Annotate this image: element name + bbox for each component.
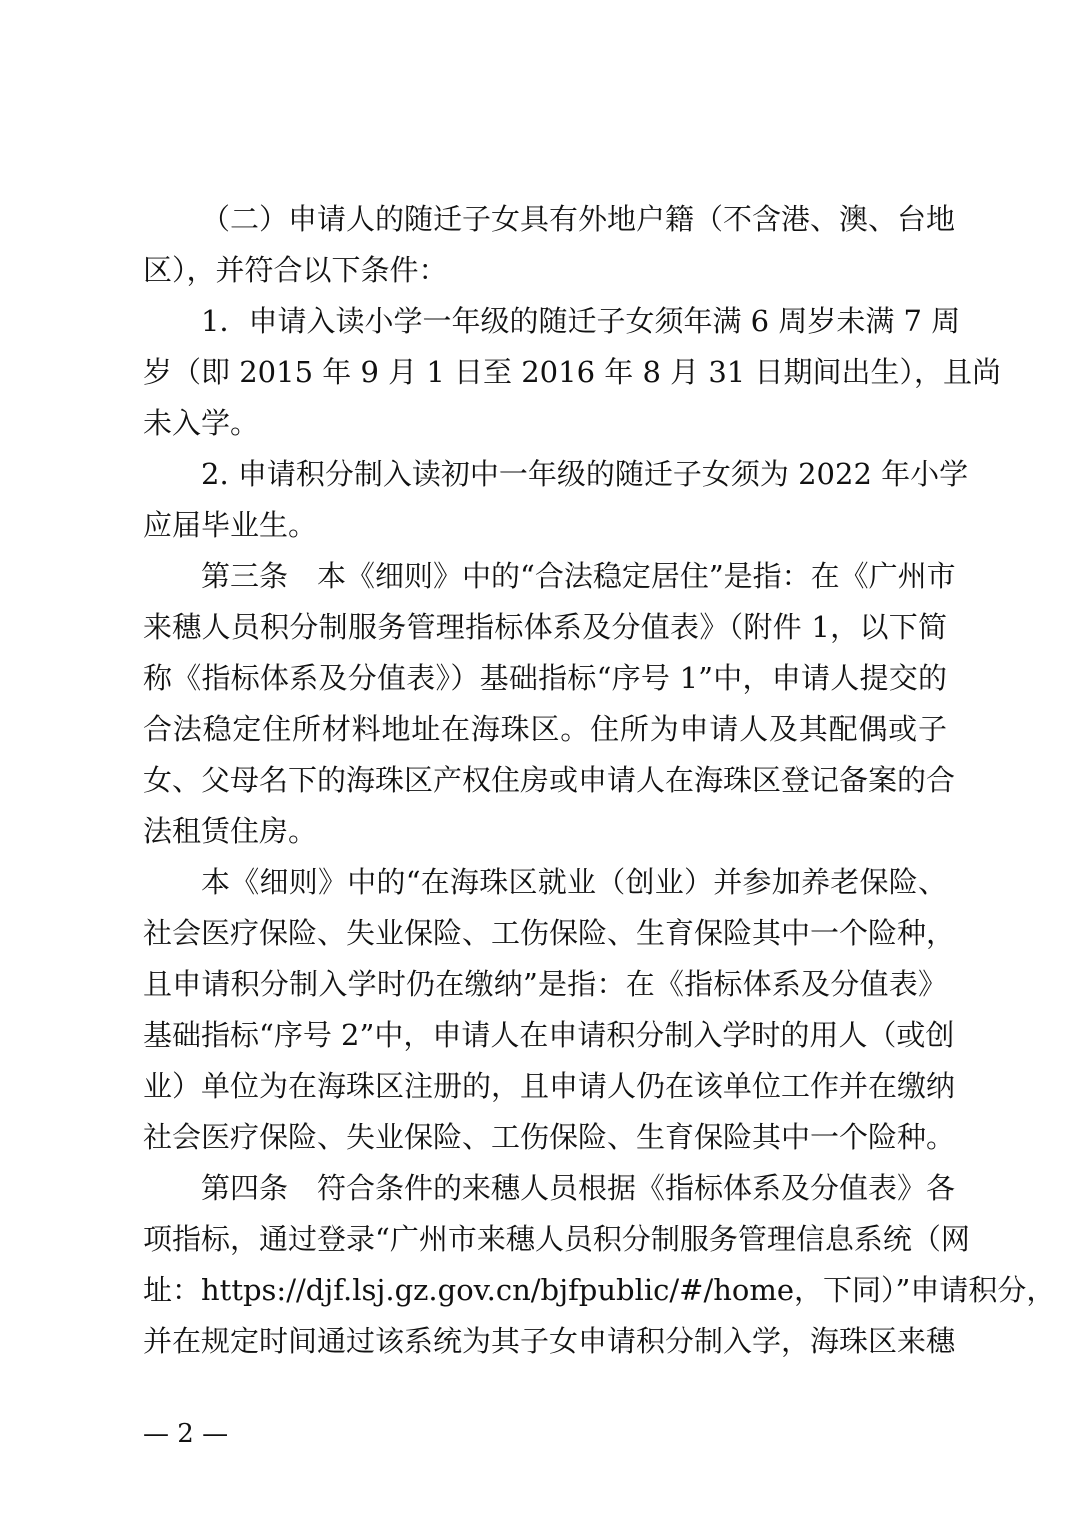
- text-line: 社会医疗保险、失业保险、工伤保险、生育保险其中一个险种。: [143, 1120, 956, 1154]
- text-line: 址：https://djf.lsj.gz.gov.cn/bjfpublic/#/home，下同）”申请积分，: [143, 1273, 1056, 1307]
- text-line: 应届毕业生。: [143, 508, 318, 542]
- text-line: 并在规定时间通过该系统为其子女申请积分制入学，海珠区来穗: [143, 1324, 956, 1358]
- text-line: 区），并符合以下条件：: [143, 253, 448, 287]
- text-line: 本《细则》中的“在海珠区就业（创业）并参加养老保险、: [201, 865, 947, 899]
- text-line: 女、父母名下的海珠区产权住房或申请人在海珠区登记备案的合: [143, 763, 956, 797]
- text-line: （二）申请人的随迁子女具有外地户籍（不含港、澳、台地: [201, 202, 956, 236]
- text-line: 未入学。: [143, 406, 260, 440]
- text-line: 称《指标体系及分值表》）基础指标“序号 1”中，申请人提交的: [143, 661, 947, 695]
- text-line: 业）单位为在海珠区注册的，且申请人仍在该单位工作并在缴纳: [143, 1069, 956, 1103]
- text-line: 岁（即 2015 年 9 月 1 日至 2016 年 8 月 31 日期间出生），且尚: [143, 355, 1001, 389]
- text-line: 基础指标“序号 2”中，申请人在申请积分制入学时的用人（或创: [143, 1018, 955, 1052]
- text-line: 项指标，通过登录“广州市来穗人员积分制服务管理信息系统（网: [143, 1222, 970, 1256]
- text-line: 社会医疗保险、失业保险、工伤保险、生育保险其中一个险种，: [143, 916, 956, 950]
- text-line: 来穗人员积分制服务管理指标体系及分值表》（附件 1，以下简: [143, 610, 947, 644]
- text-line: 法租赁住房。: [143, 814, 318, 848]
- text-line: 2. 申请积分制入读初中一年级的随迁子女须为 2022 年小学: [201, 457, 969, 491]
- body-text: [143, 194, 1056, 1367]
- text-line: 1．申请入读小学一年级的随迁子女须年满 6 周岁未满 7 周: [201, 304, 961, 338]
- text-line: 合法稳定住所材料地址在海珠区。住所为申请人及其配偶或子: [143, 712, 947, 746]
- text-line: 第四条 符合条件的来穗人员根据《指标体系及分值表》各: [201, 1171, 956, 1205]
- text-line: 且申请积分制入学时仍在缴纳”是指：在《指标体系及分值表》: [143, 967, 947, 1001]
- text-line: 第三条 本《细则》中的“合法稳定居住”是指：在《广州市: [201, 559, 956, 593]
- page-number: — 2 —: [143, 1419, 229, 1449]
